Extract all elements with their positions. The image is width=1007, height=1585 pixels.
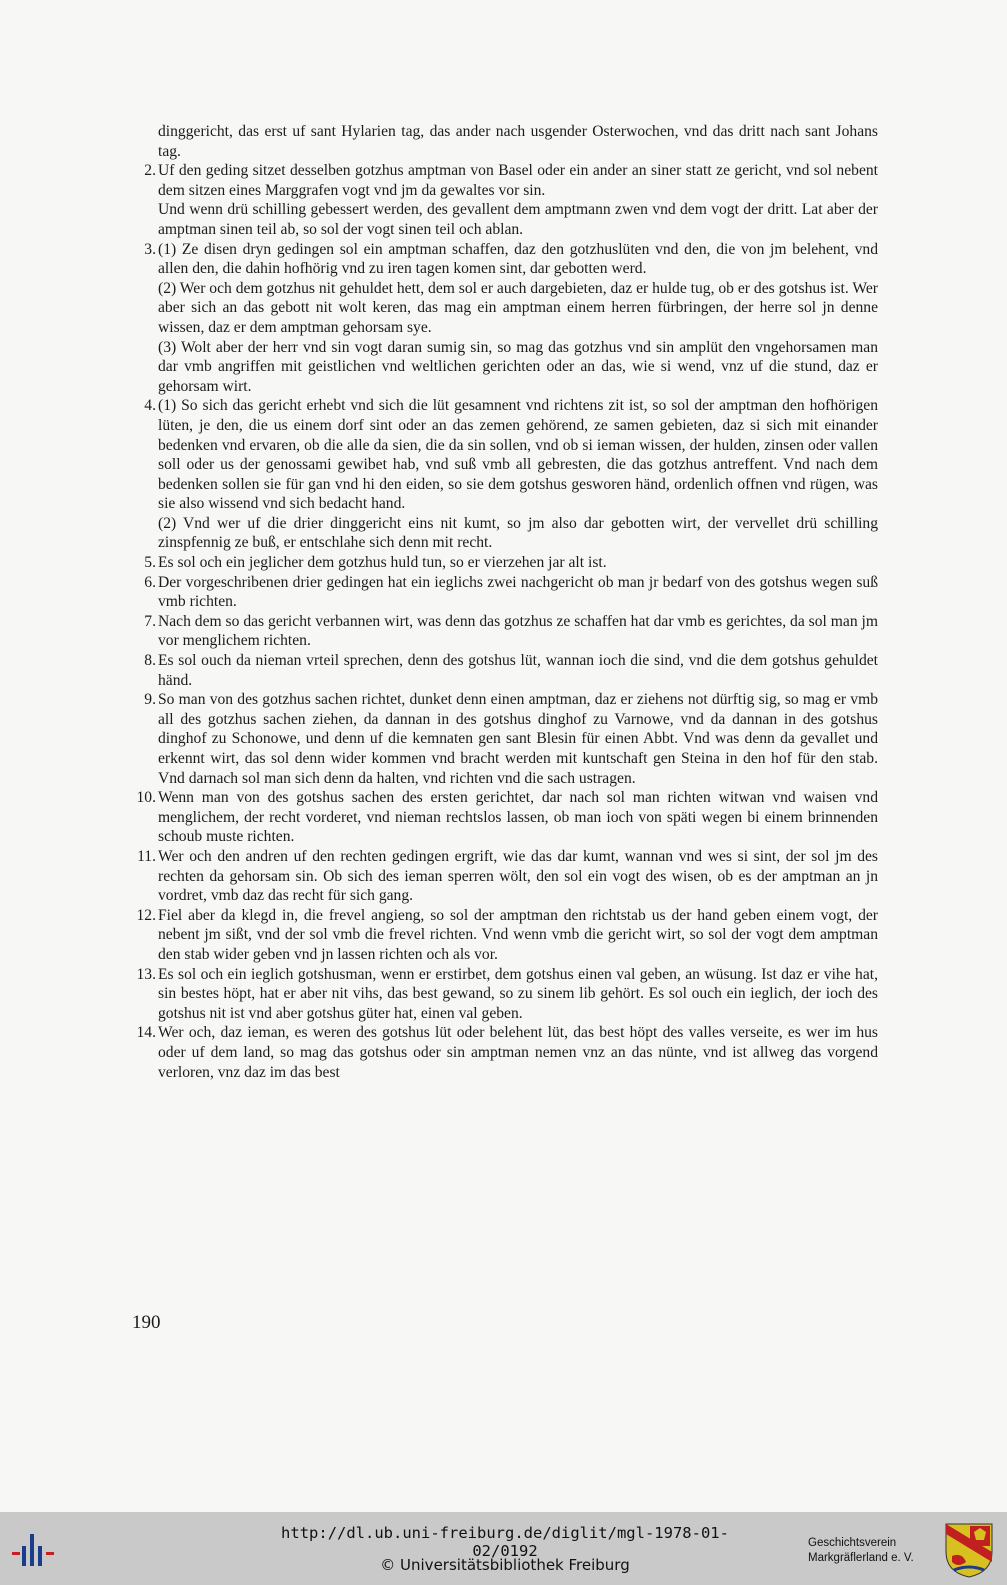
- paragraph-text: Der vorgeschribenen drier gedingen hat ein ieglichs zwei nachgericht ob man jr bedarf von des gotshus wegen suß vmb richten.: [158, 573, 878, 611]
- paragraph-text: (1) Ze disen dryn gedingen sol ein amptman schaffen, daz den gotzhuslüten vnd den, die von jm belehent, vnd allen den, die dahin hofhörig vnd zu iren tagen komen sint, dar gebotten werd.: [158, 240, 878, 278]
- numbered-paragraph: [130, 906, 878, 965]
- sub-paragraph: (2) Wer och dem gotzhus nit gehuldet hett, dem sol er auch dargebieten, daz er hulde tug, ob er des gotshus ist. Wer aber sich an das gebott nit wolt keren, das mag ein amptman einem herren fürbringen, der herre sol jn denne wissen, daz er dem amptman gehorsam sye.: [158, 279, 878, 336]
- paragraph-number: 6.: [144, 573, 156, 591]
- paragraph-number: 13.: [136, 965, 156, 983]
- society-line-2: Markgräflerland e. V.: [808, 1552, 914, 1564]
- paragraph-number: 7.: [144, 612, 156, 630]
- paragraph-number: 12.: [136, 906, 156, 924]
- numbered-paragraph: [130, 788, 878, 847]
- paragraph-text: Wer och den andren uf den rechten gedingen ergrift, wie das dar kumt, wannan vnd wes si sint, der sol jm des rechten da gehorsam sin. Ob sich des ieman sperren wölt, den sol ein vogt des wisen, ob es der amptman an jn vordret, vmb daz das recht für sich gang.: [158, 847, 878, 905]
- paragraph-text: Fiel aber da klegd in, die frevel angieng, so sol der amptman den richtstab us der hand geben einem vogt, der nebent jm sißt, vnd der sol vmb die frevel richten. Vnd wenn vmb die gericht wirt, so sol der vogt dem amptman den stab wider geben vnd jn lassen richten och als vor.: [158, 906, 878, 963]
- paragraph-text: Es sol och ein ieglich gotshusman, wenn er erstirbet, dem gotshus einen val geben, an wüsung. Ist daz er vihe hat, sin bestes höpt, hat er aber nit vihs, das best gewand, so zu sinem lib gehört. Es sol ouch ein ieglich, der ioch des gotshus nit ist vnd aber gotshus güter hat, einen val geben.: [158, 965, 878, 1022]
- paragraph-number: 9.: [144, 691, 156, 709]
- numbered-paragraph: [130, 651, 878, 690]
- society-name: [808, 1536, 938, 1566]
- numbered-paragraph: [130, 573, 878, 612]
- numbered-paragraph: [130, 965, 878, 1024]
- sub-paragraph: Und wenn drü schilling gebessert werden, des gevallent dem amptmann zwen vnd dem vogt der dritt. Lat aber der amptman sinen teil ab, so sol der vogt sinen teil och ablan.: [158, 201, 878, 238]
- page-number: 190: [132, 1312, 161, 1333]
- paragraph-number: 8.: [144, 652, 156, 670]
- paragraph-number: 4.: [144, 397, 156, 415]
- numbered-paragraph: [130, 161, 878, 200]
- paragraph-number: 10.: [136, 789, 156, 807]
- sub-paragraph: (2) Vnd wer uf die drier dinggericht eins nit kumt, so jm also dar gebotten wirt, der vervellet drü schilling zinspfennig ze buß, er entschlahe sich denn mit recht.: [158, 514, 878, 552]
- coat-of-arms-icon: [944, 1522, 994, 1578]
- footer-url-link[interactable]: http://dl.ub.uni-freiburg.de/diglit/mgl-1978-01-02/0192: [281, 1524, 729, 1560]
- numbered-paragraph: [130, 1023, 878, 1082]
- numbered-paragraph: [130, 553, 878, 573]
- intro-paragraph: dinggericht, das erst uf sant Hylarien tag, das ander nach usgender Osterwochen, vnd das dritt nach sant Johans tag.: [158, 123, 878, 160]
- numbered-paragraph: [130, 690, 878, 788]
- paragraph-number: 11.: [137, 847, 156, 865]
- paragraph-text: Nach dem so das gericht verbannen wirt, was denn das gotzhus ze schaffen hat dar vmb es gerichtes, da sol man jm vor menglichem richten.: [158, 612, 878, 650]
- numbered-paragraph: [130, 612, 878, 651]
- sub-paragraph: (3) Wolt aber der herr vnd sin vogt daran sumig sin, so mag das gotzhus vnd sin amplüt den vngehorsamen man dar vmb angriffen mit geistlichen vnd weltlichen gerichten oder an das, wie si wend, vnz uf die stund, daz er gehorsam wirt.: [158, 338, 878, 395]
- paragraph-number: 5.: [144, 554, 156, 572]
- paragraph-text: So man von des gotzhus sachen richtet, dunket denn einen amptman, daz er ziehens not dürftig sig, so mag er vmb all des gotzhus sachen ziehen, da dannan in des gotshus dinghof zu Varnowe, vnd da dannan in des gotshus dinghof zu Schonowe, und denn uf die kemnaten gen sant Blesin für einen Abbt. Vnd was denn da gevallet und erkennt wirt, das sol denn wider kommen vnd bracht werden mit kuntschaft gen Steina in den hof für den stab. Vnd darnach sol man sich denn da halten, vnd richten vnd die sach ustragen.: [158, 691, 878, 787]
- paragraph-text: Wer och, daz ieman, es weren des gotshus lüt oder belehent lüt, das best höpt des valles verseite, es wer im hus oder uf dem land, so mag das gotshus oder sin amptman nemen vnz an das nünte, vnd ist allweg das vorgend verloren, vnz daz im das best: [158, 1024, 878, 1081]
- document-body: [130, 122, 878, 1082]
- ub-logo-icon: [12, 1532, 62, 1568]
- paragraph-text: Wenn man von des gotshus sachen des ersten gerichtet, dar nach sol man richten witwan vnd waisen vnd menglichem, der recht vorderet, vnd nieman rechtslos lassen, ob man ioch von späti wegen bi einem brinnenden schoub muste richten.: [158, 789, 878, 846]
- numbered-paragraph: [130, 847, 878, 906]
- paragraph-number: 2.: [144, 162, 156, 180]
- footer-copyright: © Universitätsbibliothek Freiburg: [380, 1556, 630, 1574]
- society-line-1: Geschichtsverein: [808, 1537, 897, 1549]
- paragraph-text: Uf den geding sitzet desselben gotzhus amptman von Basel oder ein ander an siner statt ze gericht, vnd sol nebent dem sitzen eines Marggrafen vogt vnd jm da gewaltes vor sin.: [158, 162, 878, 199]
- paragraph-number: 14.: [136, 1024, 156, 1042]
- footer-bar: [0, 1512, 1007, 1585]
- paragraph-text: Es sol och ein jeglicher dem gotzhus huld tun, so er vierzehen jar alt ist.: [158, 554, 607, 572]
- paragraph-text: (1) So sich das gericht erhebt vnd sich die lüt gesamnent vnd richtens zit ist, so sol der amptman den hofhörigen lüten, je den, die us einem dorf sint oder an das zemen gehörend, ze samen gebieten, daz si sich mit einander bedenken vnd ervaren, ob die alle da sien, die da sin sollen, vnd ob si ieman wissen, der hulden, zinsen oder vallen soll oder us der genossami gewibet hab, vnd suß vmb all gebresten, die das gotzhus antreffent. Vnd nach dem bedenken sollen sie für gan vnd hi den eiden, so sie dem gotshus gesworen händ, ordenlich offnen vnd rügen, was sie also wissend vnd sich bedacht hand.: [158, 397, 878, 513]
- numbered-paragraph: [130, 240, 878, 279]
- paragraph-text: Es sol ouch da nieman vrteil sprechen, denn des gotshus lüt, wannan ioch die sind, vnd die dem gotshus gehuldet händ.: [158, 652, 878, 689]
- numbered-paragraph: [130, 396, 878, 514]
- paragraph-number: 3.: [144, 240, 156, 258]
